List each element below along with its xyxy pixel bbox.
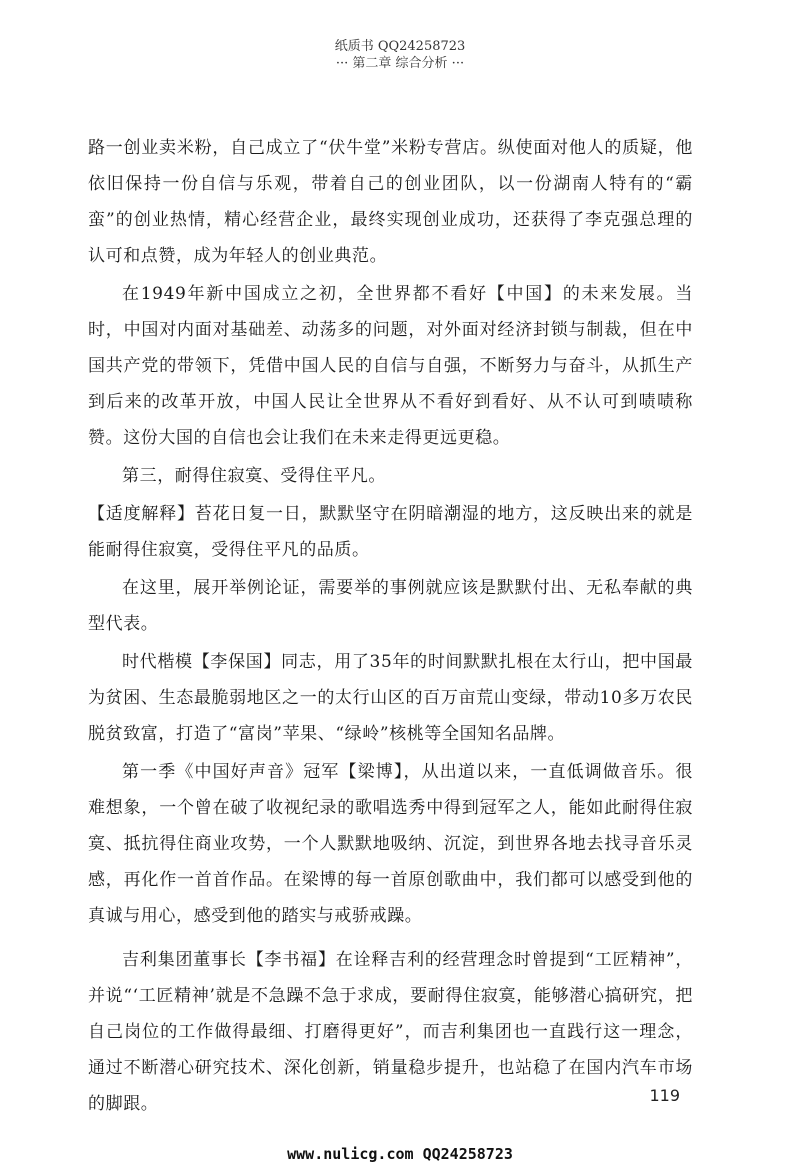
chapter-title: ··· 第二章 综合分析 ···	[335, 56, 465, 71]
footer-watermark: www.nulicg.com QQ24258723	[287, 1145, 513, 1163]
source-line: 纸质书 QQ24258723	[334, 39, 466, 54]
body-text	[88, 130, 693, 1124]
paragraph-continuation: 路一创业卖米粉，自己成立了“伏牛堂”米粉专营店。纵使面对他人的质疑，他依旧保持一份自信与乐观，带着自己的创业团队，以一份湖南人特有的“霸蛮”的创业热情，精心经营企业，最终实现创业成功，还获得了李克强总理的认可和点赞，成为年轻人的创业典范。	[88, 138, 693, 266]
paragraph-li-baoguo: 时代楷模【李保国】同志，用了35年的时间默默扎根在太行山，把中国最为贫困、生态最脆弱地区之一的太行山区的百万亩荒山变绿，带动10多万农民脱贫致富，打造了“富岗”苹果、“绿岭”核桃等全国知名品牌。	[88, 652, 693, 744]
paragraph-explanation: 【适度解释】苔花日复一日，默默坚守在阴暗潮湿的地方，这反映出来的就是能耐得住寂寞，受得住平凡的品质。	[88, 504, 693, 560]
paragraph-liang-bo: 第一季《中国好声音》冠军【梁博】，从出道以来，一直低调做音乐。很难想象，一个曾在破了收视纪录的歌唱选秀中得到冠军之人，能如此耐得住寂寞、抵抗得住商业攻势，一个人默默地吸纳、沉淀，到世界各地去找寻音乐灵感，再化作一首首作品。在梁博的每一首原创歌曲中，我们都可以感受到他的真诚与用心，感受到他的踏实与戒骄戒躁。	[88, 762, 693, 926]
page-number: 119	[649, 1086, 680, 1105]
running-head	[0, 38, 800, 72]
paragraph-li-shufu: 吉利集团董事长【李书福】在诠释吉利的经营理念时曾提到“工匠精神”，并说“‘工匠精神’就是不急躁不急于求成，要耐得住寂寞，能够潜心搞研究，把自己岗位的工作做得最细、打磨得更好”，而吉利集团也一直践行这一理念，通过不断潜心研究技术、深化创新，销量稳步提升，也站稳了在国内汽车市场的脚跟。	[88, 950, 693, 1114]
paragraph-china: 在1949年新中国成立之初，全世界都不看好【中国】的未来发展。当时，中国对内面对基础差、动荡多的问题，对外面对经济封锁与制裁，但在中国共产党的带领下，凭借中国人民的自信与自强，不断努力与奋斗，从抓生产到后来的改革开放，中国人民让全世界从不看好到看好、从不认可到啧啧称赞。这份大国的自信也会让我们在未来走得更远更稳。	[88, 284, 693, 448]
section-heading-third-point: 第三，耐得住寂寞、受得住平凡。	[122, 466, 386, 486]
paragraph-argument-intro: 在这里，展开举例论证，需要举的事例就应该是默默付出、无私奉献的典型代表。	[88, 578, 693, 634]
